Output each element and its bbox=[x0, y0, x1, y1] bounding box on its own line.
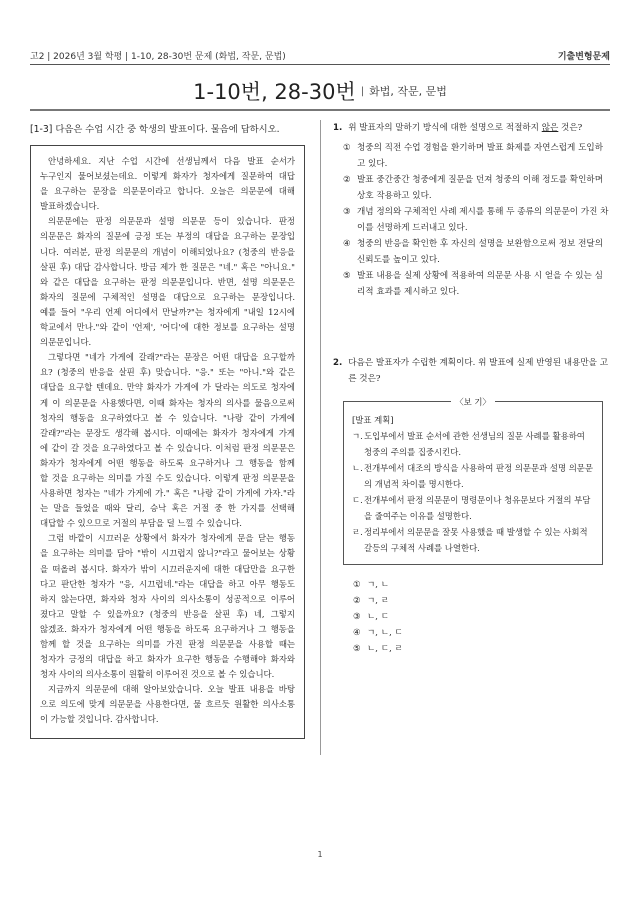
stem-text: 다음은 발표자가 수립한 계획이다. 위 발표에 실제 반영된 내용만을 고른 것은? bbox=[348, 358, 609, 384]
passage-box bbox=[30, 145, 305, 739]
option-marker: ② bbox=[353, 596, 361, 606]
question-2 bbox=[333, 355, 611, 657]
passage-line: 살핀 후) 대답 감사합니다. 방금 제가 한 질문은 "네." 혹은 "아니요." bbox=[40, 261, 295, 272]
question-number: 2. bbox=[333, 358, 343, 368]
passage-line: 화자의 질문에 구체적인 설명을 대답으로 요구하는 문장입니다. bbox=[40, 291, 295, 302]
option-text: ㄴ, ㄷ, ㄹ bbox=[367, 644, 403, 654]
option-marker: ③ bbox=[353, 612, 361, 622]
option-marker: ② bbox=[343, 175, 351, 185]
passage-line: 청자의 행동을 요구하였다고 볼 수 있습니다. "나랑 같이 가게에 bbox=[40, 412, 295, 423]
passage-line: 발표하겠습니다. bbox=[40, 201, 100, 212]
option-marker: ④ bbox=[353, 628, 361, 638]
option-marker: ㄷ. bbox=[352, 495, 363, 505]
answer-option[interactable] bbox=[343, 140, 611, 172]
passage-line: 졌다고 말할 수 있을까요? (청중의 반응을 살핀 후) 네, 그렇지 bbox=[40, 608, 295, 619]
option-text: 정리부에서 의문문을 잘못 사용했을 때 발생할 수 있는 사회적 갈등의 구체적 사례를 나열한다. bbox=[364, 527, 588, 553]
option-text: ㄱ, ㄹ bbox=[367, 596, 390, 606]
passage-line: 하지 않는다면, 화자와 청자 사이의 의사소통이 성공적으로 이루어 bbox=[40, 593, 295, 604]
passage-line: 에 같이 갈 것을 요구하였다고 볼 수 있습니다. 이처럼 판정 의문문은 bbox=[40, 442, 295, 453]
option-text: ㄱ, ㄴ bbox=[367, 580, 390, 590]
answer-option[interactable] bbox=[353, 641, 611, 657]
passage-line: 게 이 의문문을 사용했다면, 이때 화자는 청자의 의사를 물음으로써 bbox=[40, 397, 295, 408]
passage-line: 함께 할 것을 요구하는 의미를 가진 판정 의문문을 사용할 때는 bbox=[40, 639, 295, 649]
option-marker: ㄴ. bbox=[352, 463, 363, 473]
passage-line: 을 요구하는 의미를 담아 "밖이 시끄럽지 않니?"라고 물어보는 상황 bbox=[40, 548, 295, 559]
option-text: 청중의 직전 수업 경험을 환기하며 발표 화제를 자연스럽게 도입하고 있다. bbox=[357, 143, 603, 169]
option-marker: ⑤ bbox=[353, 644, 361, 654]
question-number: 1. bbox=[333, 123, 343, 133]
option-marker: ③ bbox=[343, 207, 351, 217]
header-info: 고2 | 2026년 3월 학평 | 1-10, 28-30번 문제 (화법, 작문, 문법) bbox=[30, 52, 286, 62]
answer-option[interactable] bbox=[343, 172, 611, 204]
option-text: 발표 중간중간 청중에게 질문을 던져 청중의 이해 정도를 확인하며 상호 작용하고 있다. bbox=[357, 175, 603, 201]
passage-line: 을 요구하는 문장을 의문문이라고 합니다. 오늘은 의문문에 대해 bbox=[40, 186, 295, 197]
header-rule bbox=[30, 64, 610, 65]
passage-line: 요? (청중의 반응을 살핀 후) 맞습니다. "응." 또는 "아니."와 같은 bbox=[40, 367, 295, 378]
option-marker: ⑤ bbox=[343, 271, 351, 281]
stem-text: 것은? bbox=[558, 123, 583, 133]
answer-option[interactable] bbox=[353, 609, 611, 625]
passage-line: 그렇다면 "네가 가게에 갈래?"라는 문장은 어떤 대답을 요구할까 bbox=[48, 352, 295, 363]
passage-line: 와 같은 대답을 요구하는 판정 의문문입니다. 반면, 설명 의문문은 bbox=[40, 276, 295, 287]
option-text: 전개부에서 대조의 방식을 사용하여 판정 의문문과 설명 의문문의 개념적 차이를 명시한다. bbox=[364, 463, 593, 489]
answer-option[interactable] bbox=[343, 204, 611, 236]
option-text: 청중의 반응을 확인한 후 자신의 설명을 보완함으로써 정보 전달의 신뢰도를 높이고 있다. bbox=[357, 239, 603, 265]
bogi-item bbox=[352, 492, 594, 524]
bogi-box bbox=[343, 397, 603, 565]
title-rule bbox=[30, 109, 610, 111]
option-marker: ㄹ. bbox=[352, 527, 363, 537]
passage-line: 그럼 바깥이 시끄러운 상황에서 화자가 청자에게 문을 닫는 행동 bbox=[48, 533, 295, 544]
passage-line: 의문문에는 판정 의문문과 설명 의문문 등이 있습니다. 판정 bbox=[48, 216, 295, 227]
bogi-label: 〈보 기〉 bbox=[344, 394, 602, 410]
bogi-heading: [발표 계획] bbox=[352, 415, 394, 425]
passage-line: 할 것을 요구하는 의미를 가질 수도 있습니다. 이렇게 판정 의문문을 bbox=[40, 472, 295, 483]
option-marker: ㄱ. bbox=[352, 431, 363, 441]
title-main: 1-10번, 28-30번 bbox=[193, 80, 356, 104]
question-2-stem bbox=[333, 355, 611, 387]
answer-option[interactable] bbox=[343, 236, 611, 268]
stem-underlined: 않은 bbox=[541, 123, 559, 133]
page-number: 1 bbox=[317, 850, 323, 859]
option-text: ㄴ, ㄷ bbox=[367, 612, 390, 622]
stem-text: 위 발표자의 말하기 방식에 대한 설명으로 적절하지 bbox=[348, 123, 542, 133]
answer-option[interactable] bbox=[353, 625, 611, 641]
passage-line: 청자 사이의 의사소통이 원활히 이루어진 것으로 볼 수 있습니다. bbox=[40, 669, 275, 680]
option-text: 발표 내용을 실제 상황에 적용하여 의문문 사용 시 얻을 수 있는 심리적 효과를 제시하고 있다. bbox=[357, 271, 603, 297]
answer-option[interactable] bbox=[353, 593, 611, 609]
passage-line: 지금까지 의문문에 대해 알아보았습니다. 오늘 발표 내용을 바탕 bbox=[48, 684, 295, 695]
passage-line: 청자가 긍정의 대답을 하고 화자가 요구한 행동을 수행해야 화자와 bbox=[40, 654, 295, 665]
passage-line: 을 떠올려 봅시다. 화자가 밖이 시끄러운지에 대한 대답만을 요구한 bbox=[40, 563, 295, 574]
question-1-stem bbox=[333, 120, 611, 136]
answer-option[interactable] bbox=[343, 268, 611, 300]
option-marker: ④ bbox=[343, 239, 351, 249]
question-1 bbox=[333, 120, 611, 300]
title-subject: 화법, 작문, 문법 bbox=[369, 85, 447, 98]
passage-line: 대답할 수 있으므로 거절의 부담을 덜 느낄 수 있습니다. bbox=[40, 518, 242, 529]
header-label: 기출변형문제 bbox=[557, 52, 610, 62]
instruction: [1-3] 다음은 수업 시간 중 학생의 발표이다. 물음에 답하시오. bbox=[30, 124, 280, 135]
passage-line: 는 말을 들었을 때와 달리, 승낙 혹은 거절 중 한 가지를 선택해 bbox=[40, 503, 295, 514]
passage-line: 않겠죠. 화자가 청자에게 어떤 행동을 하도록 요구하거나 그 행동을 bbox=[40, 623, 295, 634]
answer-option[interactable] bbox=[353, 577, 611, 593]
page-header bbox=[30, 46, 610, 64]
bogi-item bbox=[352, 428, 594, 460]
passage-line: 의문문은 화자의 질문에 긍정 또는 부정의 대답을 요구하는 문장입 bbox=[40, 231, 295, 242]
page-title bbox=[0, 76, 640, 106]
title-separator: | bbox=[360, 85, 365, 97]
passage-line: 사용하면 청자는 "네가 가게에 가." 혹은 "나랑 같이 가게에 가자."라 bbox=[40, 488, 295, 499]
passage-line: 이 가능할 것입니다. 감사합니다. bbox=[40, 714, 159, 725]
bogi-item bbox=[352, 460, 594, 492]
passage-line: 갈래?"라는 문장도 생각해 봅시다. 이때에는 화자가 청자에게 가게 bbox=[40, 427, 295, 438]
option-text: 전개부에서 판정 의문문이 명령문이나 청유문보다 거절의 부담을 줄여주는 이유를 설명한다. bbox=[364, 495, 591, 521]
option-text: 도입부에서 발표 순서에 관한 선생님의 질문 사례를 활용하여 청중의 주의를 집중시킨다. bbox=[364, 431, 585, 457]
option-text: 개념 정의와 구체적인 사례 제시를 통해 두 종류의 의문문이 가진 차이를 선명하게 드러내고 있다. bbox=[357, 207, 609, 233]
column-divider bbox=[320, 120, 321, 755]
passage-line: 화자가 청자에게 어떤 행동을 하도록 요구하거나 그 행동을 함께 bbox=[40, 457, 295, 468]
option-text: ㄱ, ㄴ, ㄷ bbox=[367, 628, 403, 638]
passage-line: 니다. 여러분, 판정 의문문의 개념이 이해되었나요? (청중의 반응을 bbox=[40, 246, 295, 257]
passage-line: 학교에서 만나."와 같이 '언제', '어디'에 대한 정보를 요구하는 설명 bbox=[40, 322, 295, 333]
passage-line: 안녕하세요. 지난 수업 시간에 선생님께서 다음 발표 순서가 bbox=[48, 156, 295, 166]
option-marker: ① bbox=[343, 143, 351, 153]
option-marker: ① bbox=[353, 580, 361, 590]
passage-line: 의문문입니다. bbox=[40, 337, 92, 348]
passage-line: 으로 의도에 맞게 의문문을 사용한다면, 물 흐르듯 원활한 의사소통 bbox=[40, 699, 295, 710]
passage-line: 예를 들어 "우리 언제 어디에서 만날까?"는 청자에게 "내일 12시에 bbox=[40, 306, 295, 317]
passage-line: 대답을 요구할 텐데요. 만약 화자가 가게에 가 달라는 의도로 청자에 bbox=[40, 382, 295, 393]
passage-line: 누구인지 물어보셨는데요. 이렇게 화자가 청자에게 질문하여 대답 bbox=[40, 171, 295, 182]
bogi-item bbox=[352, 524, 594, 556]
passage-line: 다고 판단한 청자가 "응, 시끄럽네."라는 대답을 하고 아무 행동도 bbox=[40, 578, 295, 589]
